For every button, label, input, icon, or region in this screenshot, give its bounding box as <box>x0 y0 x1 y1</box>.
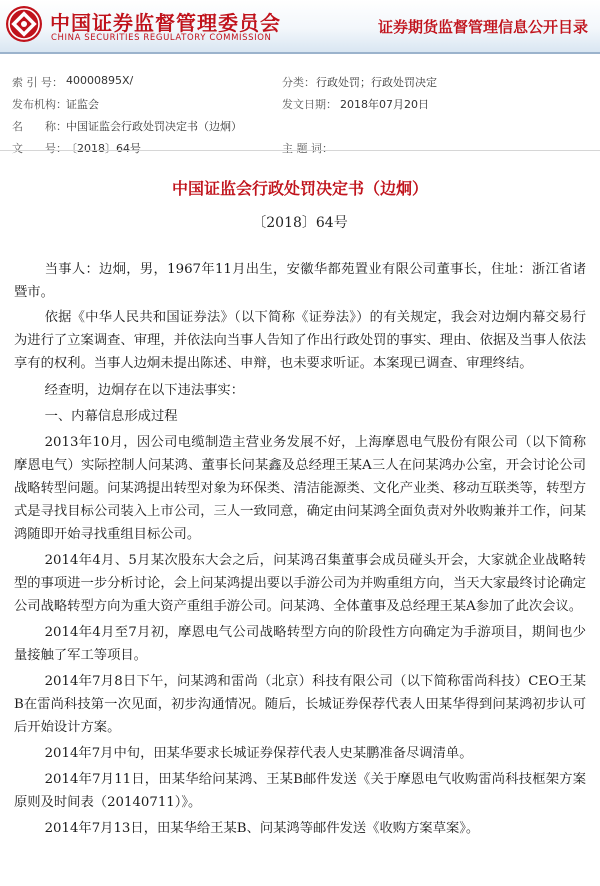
meta-row-docno <box>0 138 600 158</box>
meta-row-index <box>0 72 600 92</box>
paragraph: 依据《中华人民共和国证券法》（以下简称《证券法》）的有关规定，我会对边炯内幕交易行为进行了立案调查、审理，并依法向当事人告知了作出行政处罚的事实、理由、依据及当事人依法享有的权利。当事人边炯未提出陈述、申辩，也未要求听证。本案现已调查、审理终结。 <box>14 310 586 371</box>
name-value: 中国证监会行政处罚决定书（边炯） <box>66 120 242 133</box>
section-heading: 一、内幕信息形成过程 <box>44 409 178 424</box>
document-meta <box>0 54 600 155</box>
category-label: 分类： <box>282 76 315 89</box>
document-body <box>14 258 586 840</box>
paragraph: 2014年4月至7月初，摩恩电气公司战略转型方向的阶段性方向确定为手游项目，期间也少量接触了军工等项目。 <box>14 625 586 663</box>
docno-value: 〔2018〕64号 <box>66 142 141 155</box>
paragraph: 2014年4月、5月某次股东大会之后，问某鸿召集董事会成员碰头开会，大家就企业战略转型的事项进一步分析讨论，会上问某鸿提出要以手游公司为并购重组方向，当天大家最终讨论确定公司战略转型方向为重大资产重组手游公司。问某鸿、全体董事及总经理王某A参加了此次会议。 <box>14 553 586 614</box>
paragraph: 2014年7月8日下午，问某鸿和雷尚（北京）科技有限公司（以下简称雷尚科技）CEO王某B在雷尚科技第一次见面，初步沟通情况。随后，长城证券保荐代表人田某华得到问某鸿初步认可后开始设计方案。 <box>14 674 586 735</box>
document-number: 〔2018〕64号 <box>252 215 348 231</box>
name-label: 名 称： <box>12 120 67 133</box>
meta-row-name <box>0 116 600 136</box>
meta-row-publisher <box>0 94 600 114</box>
meta-divider <box>0 150 600 151</box>
subject-label: 主 题 词： <box>282 142 333 155</box>
org-name-cn: 中国证券监督管理委员会 <box>50 11 281 35</box>
publisher-value: 证监会 <box>66 98 99 111</box>
publisher-label: 发布机构： <box>12 98 67 111</box>
paragraph: 2014年7月11日，田某华给问某鸿、王某B邮件发送《关于摩恩电气收购雷尚科技框架方案原则及时间表（20140711）》。 <box>14 772 586 810</box>
document-title: 中国证监会行政处罚决定书（边炯） <box>171 179 428 198</box>
pubdate-value: 2018年07月20日 <box>340 98 429 111</box>
paragraph: 2014年7月中旬，田某华要求长城证券保荐代表人史某鹏准备尽调清单。 <box>44 746 473 761</box>
paragraph: 2013年10月，因公司电缆制造主营业务发展不好，上海摩恩电气股份有限公司（以下简称摩恩电气）实际控制人问某鸿、董事长问某鑫及总经理王某A三人在问某鸿办公室，开会讨论公司战略转型问题。问某鸿提出转型对象为环保类、清洁能源类、文化产业类、移动互联类等，转型方式是寻找目标公司装入上市公司，三人一致同意，确定由问某鸿全面负责对外收购兼并工作，问某鸿随即开始寻找重组目标公司。 <box>14 435 586 542</box>
paragraph: 当事人：边炯，男，1967年11月出生，安徽华都苑置业有限公司董事长，住址：浙江省诸暨市。 <box>14 262 586 300</box>
site-header <box>0 0 600 54</box>
org-name-en: CHINA SECURITIES REGULATORY COMMISSION <box>51 33 272 43</box>
index-value: 40000895X/ <box>66 74 134 87</box>
category-value: 行政处罚；行政处罚决定 <box>316 76 437 89</box>
paragraph: 经查明，边炯存在以下违法事实： <box>44 383 245 398</box>
site-title-link[interactable]: 证券期货监督管理信息公开目录 <box>377 18 588 36</box>
paragraph: 2014年7月13日，田某华给王某B、问某鸿等邮件发送《收购方案草案》。 <box>44 821 480 836</box>
docno-label: 文 号： <box>12 142 67 155</box>
pubdate-label: 发文日期： <box>282 98 337 111</box>
csrc-emblem-icon[interactable] <box>4 4 44 44</box>
index-label: 索 引 号： <box>12 76 63 89</box>
